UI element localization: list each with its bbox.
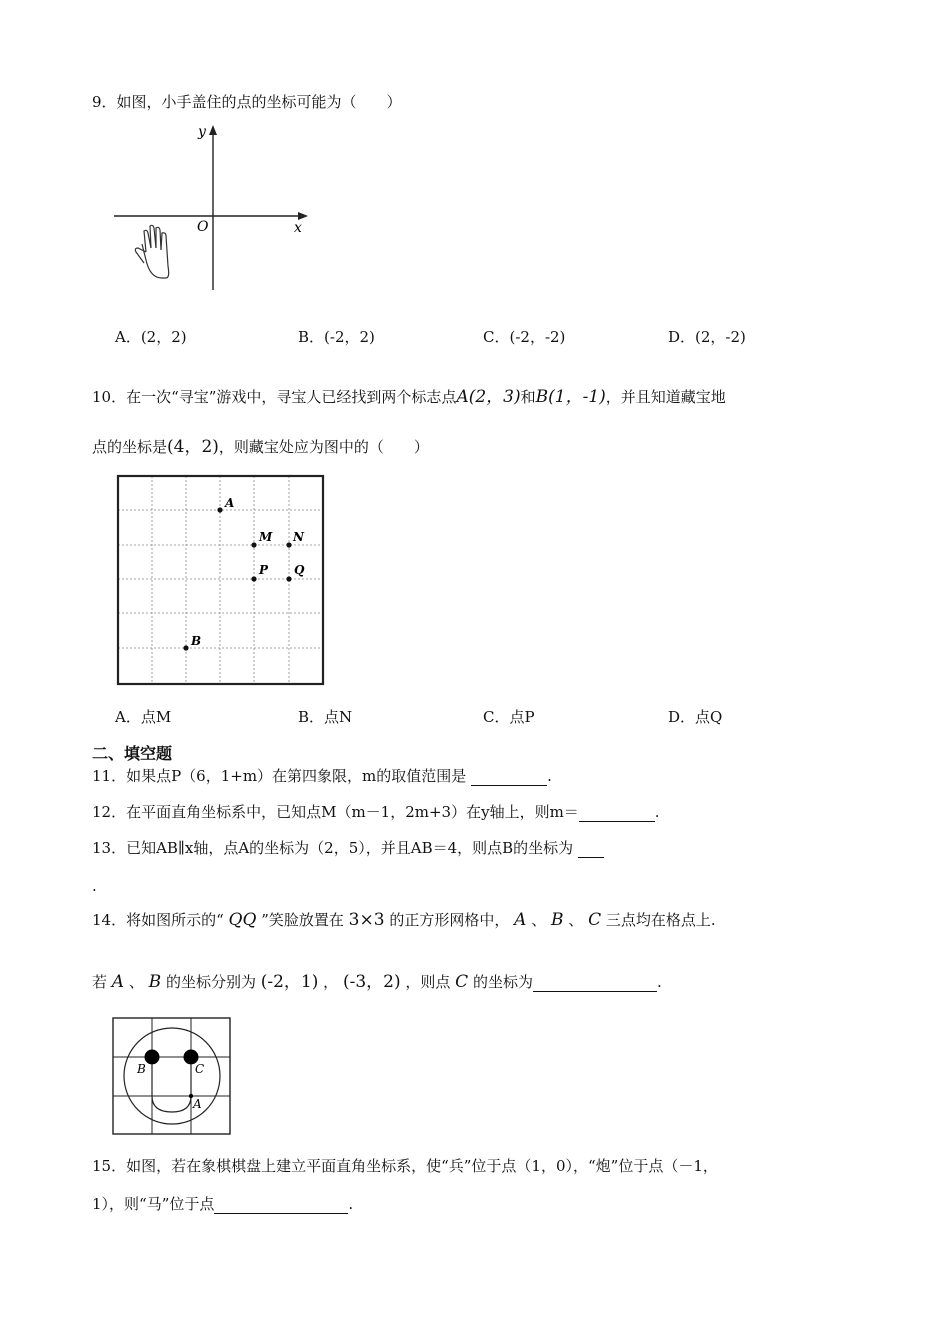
- section-title: 二、填空题: [92, 744, 173, 763]
- q10-point-n-dot: [286, 542, 291, 547]
- q14-mouth: [152, 1065, 191, 1112]
- q9-option-c[interactable]: C．(-2，-2): [483, 328, 566, 346]
- q12-blank[interactable]: [579, 805, 655, 822]
- q10-line1-a: 10．在一次“寻宝”游戏中，寻宝人已经找到两个标志点: [92, 388, 457, 406]
- q10-label-q: Q: [294, 563, 305, 577]
- q9-axes-figure: [110, 118, 320, 296]
- q14-grid-lines: [113, 1018, 230, 1134]
- q9-option-a[interactable]: A．(2，2): [115, 328, 187, 346]
- q14-end: .: [656, 973, 662, 991]
- q10-option-a[interactable]: A．点M: [115, 708, 172, 726]
- q14-b: B: [550, 910, 564, 930]
- q11-end: .: [547, 767, 552, 785]
- x-label: x: [294, 220, 302, 236]
- q14-label-b: B: [137, 1062, 146, 1076]
- q14-qq: QQ: [228, 910, 257, 930]
- q14-line2: [92, 972, 662, 992]
- q12-text: 12．在平面直角坐标系中，已知点M（m－1，2m+3）在y轴上，则m＝: [92, 803, 579, 821]
- q14-l2d: 的坐标为: [472, 973, 533, 991]
- q13-end: .: [92, 877, 97, 895]
- q15-line1: 15．如图，若在象棋棋盘上建立平面直角坐标系，使“兵”位于点（1，0），“炮”位于点（－1，: [92, 1157, 718, 1175]
- q14-b2: B: [148, 972, 162, 992]
- q14-label-c: C: [195, 1062, 205, 1076]
- q14-l2c: ，则点: [405, 973, 451, 991]
- q12-end: .: [654, 803, 660, 821]
- q14-c1: (-2，1): [260, 972, 319, 992]
- q14-blank[interactable]: [533, 975, 657, 992]
- q10-grid-lines: [118, 476, 323, 684]
- q14-smiley-figure: [111, 1016, 233, 1136]
- origin-label: O: [197, 219, 209, 235]
- q15-line2: [92, 1194, 353, 1214]
- q14-l1a: 14．将如图所示的“: [92, 911, 224, 929]
- q14-line1: [92, 910, 716, 930]
- q13-text: 13．已知AB∥x轴，点A的坐标为（2，5），并且AB＝4，则点B的坐标为: [92, 839, 574, 857]
- q14-l1d: 三点均在格点上.: [605, 911, 716, 929]
- q15-end: .: [348, 1195, 354, 1213]
- q10-coord: (4，2): [167, 437, 219, 457]
- q14-a: A: [514, 910, 527, 930]
- q14-label-a: A: [193, 1097, 202, 1111]
- q10-line2-a: 点的坐标是: [92, 438, 168, 456]
- q14-l1c: 的正方形网格中，: [389, 911, 510, 929]
- q14-comma: ，: [323, 973, 339, 991]
- q10-point-m-dot: [251, 542, 256, 547]
- q14-l2b: 的坐标分别为: [165, 973, 256, 991]
- q10-option-c[interactable]: C．点P: [483, 708, 535, 726]
- q14-c2: (-3，2): [342, 972, 401, 992]
- hand-icon: [135, 225, 168, 278]
- q10-grid-figure: [115, 473, 327, 689]
- q11-text: 11．如果点P（6，1+m）在第四象限，m的取值范围是: [92, 767, 467, 785]
- q10-point-a-dot: [217, 507, 222, 512]
- q10-line1-c: ，并且知道藏宝地: [605, 388, 726, 406]
- q10-line1-b: 和: [520, 388, 536, 406]
- q13: [92, 838, 604, 858]
- q14-sep3: 、: [128, 973, 144, 991]
- q15-l2a: 1），则“马”位于点: [92, 1195, 215, 1213]
- q9-stem: 9．如图，小手盖住的点的坐标可能为（ ）: [92, 93, 402, 111]
- q10-label-p: P: [259, 563, 269, 577]
- q10-label-n: N: [293, 530, 304, 544]
- q14-c: C: [588, 910, 602, 930]
- y-axis-arrow: [209, 125, 217, 135]
- q10-label-m: M: [259, 530, 273, 544]
- y-label: y: [198, 124, 206, 140]
- q14-grid: 3×3: [348, 910, 385, 930]
- q14-eye-b: [145, 1050, 160, 1065]
- q10-label-b: B: [191, 634, 202, 648]
- q14-l2a: 若: [92, 973, 108, 991]
- q12: [92, 802, 660, 822]
- q10-point-a: A(2，3): [456, 387, 521, 407]
- q13-blank[interactable]: [578, 841, 604, 858]
- q10-point-b: B(1，-1): [535, 387, 606, 407]
- x-axis-arrow: [298, 212, 308, 220]
- q11-blank[interactable]: [471, 769, 547, 786]
- q14-sep1: 、: [531, 911, 547, 929]
- q10-point-p-dot: [251, 576, 256, 581]
- q14-grid-border: [113, 1018, 230, 1134]
- q9-option-d[interactable]: D．(2，-2): [668, 328, 746, 346]
- q10-line2-b: ，则藏宝处应为图中的（ ）: [218, 438, 429, 456]
- q14-sep2: 、: [568, 911, 584, 929]
- q10-line2: [92, 437, 429, 457]
- q10-grid-border: [118, 476, 323, 684]
- q10-label-a: A: [225, 496, 235, 510]
- q15-blank[interactable]: [214, 1197, 348, 1214]
- q9-option-b[interactable]: B．(-2，2): [298, 328, 375, 346]
- q10-line1: [92, 387, 726, 407]
- q10-point-b-dot: [183, 645, 188, 650]
- q10-option-d[interactable]: D．点Q: [668, 708, 723, 726]
- q14-a2: A: [111, 972, 125, 992]
- q14-l1b: ”笑脸放置在: [261, 911, 344, 929]
- q10-option-b[interactable]: B．点N: [298, 708, 353, 726]
- q14-face-outline: [124, 1028, 220, 1124]
- q11: [92, 766, 552, 786]
- q10-point-q-dot: [286, 576, 291, 581]
- q14-c3: C: [455, 972, 469, 992]
